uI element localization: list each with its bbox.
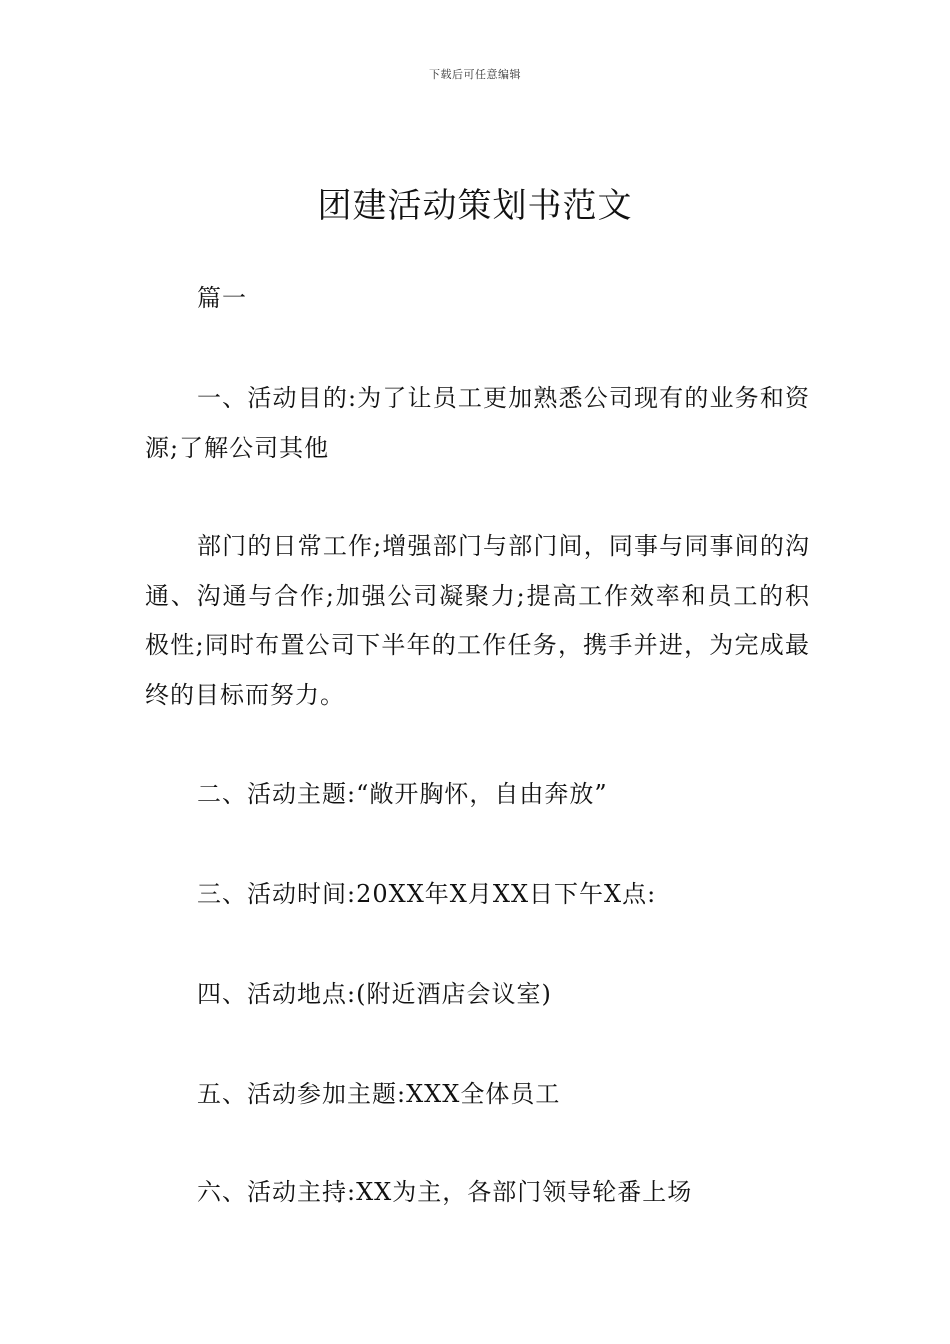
paragraph-time: 三、活动时间:20XX年X月XX日下午X点: bbox=[197, 880, 657, 908]
paragraph-host: 六、活动主持:XX为主，各部门领导轮番上场 bbox=[197, 1178, 693, 1206]
paragraph-place: 四、活动地点:(附近酒店会议室) bbox=[197, 980, 552, 1008]
section-label: 篇一 bbox=[197, 284, 247, 312]
document-title: 团建活动策划书范文 bbox=[317, 186, 633, 226]
paragraph-purpose-part2: 部门的日常工作;增强部门与部门间，同事与同事间的沟通、沟通与合作;加强公司凝聚力;提高工作效率和员工的积极性;同时布置公司下半年的工作任务，携手并进，为完成最终的目标而努力。 bbox=[145, 532, 810, 709]
header-note: 下载后可任意编辑 bbox=[429, 68, 521, 81]
paragraph-purpose-part1: 一、活动目的:为了让员工更加熟悉公司现有的业务和资源;了解公司其他 bbox=[145, 384, 810, 462]
paragraph-participants: 五、活动参加主题:XXX全体员工 bbox=[197, 1080, 561, 1108]
paragraph-theme: 二、活动主题:“敞开胸怀，自由奔放” bbox=[197, 780, 608, 808]
